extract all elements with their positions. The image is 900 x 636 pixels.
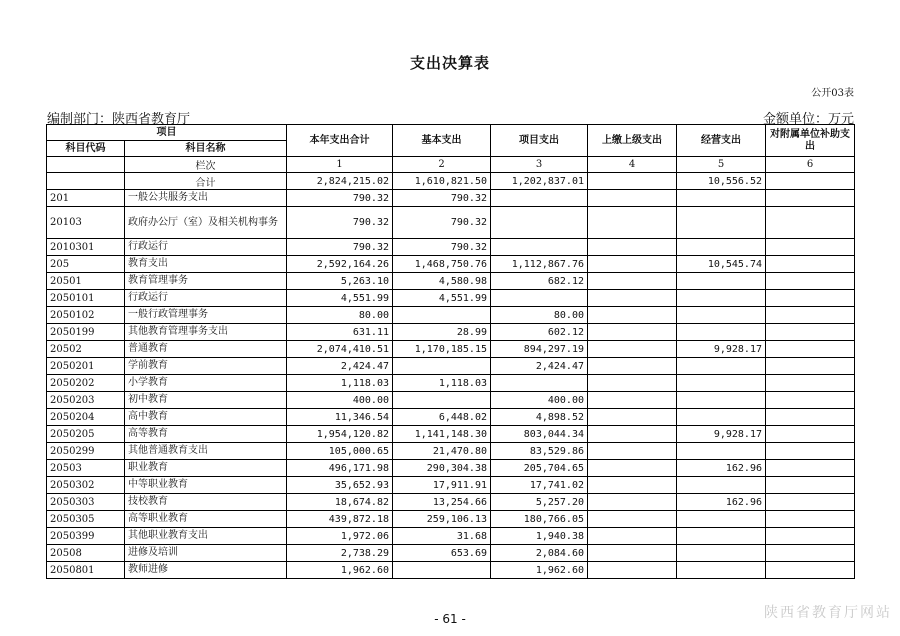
cell-project: 400.00 [491, 392, 588, 409]
cell-subsidy [766, 443, 855, 460]
cell-upper [588, 409, 677, 426]
cell-name: 小学教育 [125, 375, 287, 392]
cell-total: 790.32 [287, 190, 393, 207]
cell-upper [588, 443, 677, 460]
cell-project [491, 290, 588, 307]
cell-basic: 290,304.38 [393, 460, 491, 477]
cell-upper [588, 460, 677, 477]
cell-business [677, 409, 766, 426]
cell-upper [588, 477, 677, 494]
cell-upper [588, 190, 677, 207]
cell-total: 2,074,410.51 [287, 341, 393, 358]
cell-basic: 13,254.66 [393, 494, 491, 511]
form-code: 公开03表 [811, 88, 854, 99]
header-code: 科目代码 [47, 141, 125, 157]
cell-basic: 1,141,148.30 [393, 426, 491, 443]
lanci-label: 栏次 [125, 157, 287, 173]
table-row [47, 443, 855, 460]
table-row [47, 207, 855, 239]
cell-total: 790.32 [287, 239, 393, 256]
cell-subsidy [766, 392, 855, 409]
cell-name: 初中教育 [125, 392, 287, 409]
cell-project: 803,044.34 [491, 426, 588, 443]
cell-upper [588, 290, 677, 307]
cell-business [677, 290, 766, 307]
cell-project: 602.12 [491, 324, 588, 341]
cell-code: 2050204 [47, 409, 125, 426]
table-row [47, 477, 855, 494]
cell-project: 2,084.60 [491, 545, 588, 562]
cell-business [677, 375, 766, 392]
cell-basic: 790.32 [393, 239, 491, 256]
cell-subsidy [766, 426, 855, 443]
cell-code: 2010301 [47, 239, 125, 256]
table-body [47, 173, 855, 579]
table-row [47, 545, 855, 562]
cell-basic [393, 562, 491, 579]
cell-code: 2050203 [47, 392, 125, 409]
cell-subsidy [766, 273, 855, 290]
cell-total: 2,424.47 [287, 358, 393, 375]
cell-total: 1,962.60 [287, 562, 393, 579]
cell-business [677, 239, 766, 256]
cell-basic: 6,448.02 [393, 409, 491, 426]
cell-business: 10,545.74 [677, 256, 766, 273]
cell-total: 11,346.54 [287, 409, 393, 426]
header-project: 项目支出 [491, 125, 588, 157]
cell-name: 技校教育 [125, 494, 287, 511]
cell-subsidy [766, 545, 855, 562]
cell-project [491, 207, 588, 239]
table-row [47, 392, 855, 409]
cell-basic: 1,610,821.50 [393, 173, 491, 190]
cell-code: 2050201 [47, 358, 125, 375]
cell-total: 18,674.82 [287, 494, 393, 511]
cell-basic: 653.69 [393, 545, 491, 562]
cell-project: 5,257.20 [491, 494, 588, 511]
cell-project: 682.12 [491, 273, 588, 290]
cell-name: 其他教育管理事务支出 [125, 324, 287, 341]
cell-business [677, 511, 766, 528]
cell-basic: 1,468,750.76 [393, 256, 491, 273]
cell-subsidy [766, 256, 855, 273]
cell-business [677, 545, 766, 562]
table-row [47, 341, 855, 358]
cell-code: 20503 [47, 460, 125, 477]
cell-basic: 21,470.80 [393, 443, 491, 460]
cell-business: 162.96 [677, 494, 766, 511]
header-name: 科目名称 [125, 141, 287, 157]
header-basic: 基本支出 [393, 125, 491, 157]
header-subsidy: 对附属单位补助支出 [766, 125, 855, 157]
header-upper: 上缴上级支出 [588, 125, 677, 157]
cell-name: 其他普通教育支出 [125, 443, 287, 460]
cell-business [677, 207, 766, 239]
cell-subsidy [766, 409, 855, 426]
lanci-3: 3 [491, 157, 588, 173]
cell-name: 学前教育 [125, 358, 287, 375]
cell-code: 2050303 [47, 494, 125, 511]
cell-code: 20502 [47, 341, 125, 358]
cell-total: 1,972.06 [287, 528, 393, 545]
cell-project: 1,940.38 [491, 528, 588, 545]
lanci-blank [47, 157, 125, 173]
cell-code: 2050305 [47, 511, 125, 528]
cell-project [491, 375, 588, 392]
cell-code: 2050399 [47, 528, 125, 545]
cell-basic [393, 358, 491, 375]
table-row [47, 239, 855, 256]
cell-basic: 17,911.91 [393, 477, 491, 494]
cell-basic [393, 392, 491, 409]
department-label: 编制部门：陕西省教育厅 [47, 112, 191, 127]
cell-total: 2,824,215.02 [287, 173, 393, 190]
cell-subsidy [766, 173, 855, 190]
cell-total: 4,551.99 [287, 290, 393, 307]
cell-code: 20501 [47, 273, 125, 290]
header-item: 项目 [47, 125, 287, 141]
cell-subsidy [766, 207, 855, 239]
table-row [47, 273, 855, 290]
cell-project: 4,898.52 [491, 409, 588, 426]
cell-subsidy [766, 358, 855, 375]
cell-upper [588, 494, 677, 511]
cell-total: 631.11 [287, 324, 393, 341]
table-row [47, 562, 855, 579]
cell-upper [588, 307, 677, 324]
cell-name: 教师进修 [125, 562, 287, 579]
cell-name: 进修及培训 [125, 545, 287, 562]
cell-business [677, 562, 766, 579]
cell-upper [588, 173, 677, 190]
cell-basic [393, 307, 491, 324]
cell-name: 一般公共服务支出 [125, 190, 287, 207]
cell-subsidy [766, 511, 855, 528]
cell-subsidy [766, 562, 855, 579]
cell-name: 高等职业教育 [125, 511, 287, 528]
cell-project: 17,741.02 [491, 477, 588, 494]
table-row [47, 494, 855, 511]
table-row [47, 358, 855, 375]
cell-total: 496,171.98 [287, 460, 393, 477]
cell-name: 教育管理事务 [125, 273, 287, 290]
cell-name: 合计 [125, 173, 287, 190]
lanci-6: 6 [766, 157, 855, 173]
cell-project: 80.00 [491, 307, 588, 324]
cell-name: 其他职业教育支出 [125, 528, 287, 545]
table-row [47, 409, 855, 426]
cell-total: 790.32 [287, 207, 393, 239]
table-row [47, 375, 855, 392]
cell-subsidy [766, 528, 855, 545]
cell-basic: 31.68 [393, 528, 491, 545]
cell-business [677, 273, 766, 290]
cell-upper [588, 256, 677, 273]
cell-total: 5,263.10 [287, 273, 393, 290]
cell-subsidy [766, 460, 855, 477]
cell-total: 2,592,164.26 [287, 256, 393, 273]
cell-subsidy [766, 477, 855, 494]
table-row [47, 256, 855, 273]
cell-business [677, 477, 766, 494]
cell-basic: 790.32 [393, 190, 491, 207]
cell-upper [588, 375, 677, 392]
cell-upper [588, 545, 677, 562]
cell-business [677, 358, 766, 375]
page-title: 支出决算表 [409, 54, 490, 72]
cell-total: 400.00 [287, 392, 393, 409]
cell-code [47, 173, 125, 190]
cell-upper [588, 341, 677, 358]
lanci-5: 5 [677, 157, 766, 173]
cell-subsidy [766, 239, 855, 256]
cell-code: 2050202 [47, 375, 125, 392]
cell-subsidy [766, 341, 855, 358]
watermark: 陕西省教育厅网站 [764, 605, 892, 621]
cell-subsidy [766, 307, 855, 324]
cell-name: 高等教育 [125, 426, 287, 443]
cell-code: 2050302 [47, 477, 125, 494]
unit-label: 金额单位：万元 [762, 112, 854, 127]
lanci-1: 1 [287, 157, 393, 173]
cell-upper [588, 239, 677, 256]
cell-code: 2050199 [47, 324, 125, 341]
cell-upper [588, 392, 677, 409]
cell-business: 10,556.52 [677, 173, 766, 190]
cell-code: 205 [47, 256, 125, 273]
cell-code: 2050102 [47, 307, 125, 324]
cell-subsidy [766, 290, 855, 307]
expenditure-table [46, 124, 855, 579]
table-row [47, 290, 855, 307]
cell-upper [588, 562, 677, 579]
cell-business: 9,928.17 [677, 341, 766, 358]
cell-name: 高中教育 [125, 409, 287, 426]
cell-basic: 4,551.99 [393, 290, 491, 307]
table-row [47, 190, 855, 207]
cell-name: 行政运行 [125, 290, 287, 307]
table-row [47, 173, 855, 190]
cell-name: 一般行政管理事务 [125, 307, 287, 324]
cell-upper [588, 207, 677, 239]
cell-total: 105,000.65 [287, 443, 393, 460]
cell-upper [588, 273, 677, 290]
cell-name: 职业教育 [125, 460, 287, 477]
cell-project: 1,112,867.76 [491, 256, 588, 273]
table-row [47, 426, 855, 443]
cell-project: 1,962.60 [491, 562, 588, 579]
cell-code: 201 [47, 190, 125, 207]
cell-code: 20508 [47, 545, 125, 562]
cell-subsidy [766, 375, 855, 392]
cell-business [677, 528, 766, 545]
cell-total: 1,118.03 [287, 375, 393, 392]
cell-total: 1,954,120.82 [287, 426, 393, 443]
cell-basic: 1,118.03 [393, 375, 491, 392]
cell-total: 439,872.18 [287, 511, 393, 528]
header-total: 本年支出合计 [287, 125, 393, 157]
cell-basic: 259,106.13 [393, 511, 491, 528]
cell-project: 1,202,837.01 [491, 173, 588, 190]
cell-upper [588, 528, 677, 545]
page-number: - 61 - [434, 612, 466, 626]
cell-code: 2050299 [47, 443, 125, 460]
lanci-2: 2 [393, 157, 491, 173]
cell-business: 162.96 [677, 460, 766, 477]
cell-upper [588, 324, 677, 341]
cell-name: 中等职业教育 [125, 477, 287, 494]
cell-name: 教育支出 [125, 256, 287, 273]
cell-basic: 28.99 [393, 324, 491, 341]
cell-project: 2,424.47 [491, 358, 588, 375]
cell-code: 2050101 [47, 290, 125, 307]
table-row [47, 528, 855, 545]
cell-business [677, 190, 766, 207]
cell-subsidy [766, 494, 855, 511]
cell-basic: 790.32 [393, 207, 491, 239]
cell-project [491, 190, 588, 207]
table-row [47, 460, 855, 477]
cell-project: 180,766.05 [491, 511, 588, 528]
cell-business [677, 392, 766, 409]
cell-code: 2050801 [47, 562, 125, 579]
cell-name: 行政运行 [125, 239, 287, 256]
lanci-4: 4 [588, 157, 677, 173]
cell-project [491, 239, 588, 256]
cell-subsidy [766, 324, 855, 341]
cell-code: 2050205 [47, 426, 125, 443]
header-business: 经营支出 [677, 125, 766, 157]
table-row [47, 307, 855, 324]
table-row [47, 511, 855, 528]
cell-business [677, 307, 766, 324]
cell-name: 政府办公厅（室）及相关机构事务 [125, 207, 287, 239]
cell-total: 2,738.29 [287, 545, 393, 562]
cell-basic: 1,170,185.15 [393, 341, 491, 358]
cell-total: 80.00 [287, 307, 393, 324]
cell-name: 普通教育 [125, 341, 287, 358]
cell-business [677, 324, 766, 341]
cell-upper [588, 511, 677, 528]
cell-code: 20103 [47, 207, 125, 239]
cell-upper [588, 426, 677, 443]
cell-business: 9,928.17 [677, 426, 766, 443]
cell-project: 83,529.86 [491, 443, 588, 460]
cell-project: 205,704.65 [491, 460, 588, 477]
cell-upper [588, 358, 677, 375]
cell-basic: 4,580.98 [393, 273, 491, 290]
table-row [47, 324, 855, 341]
cell-total: 35,652.93 [287, 477, 393, 494]
cell-business [677, 443, 766, 460]
cell-subsidy [766, 190, 855, 207]
cell-project: 894,297.19 [491, 341, 588, 358]
